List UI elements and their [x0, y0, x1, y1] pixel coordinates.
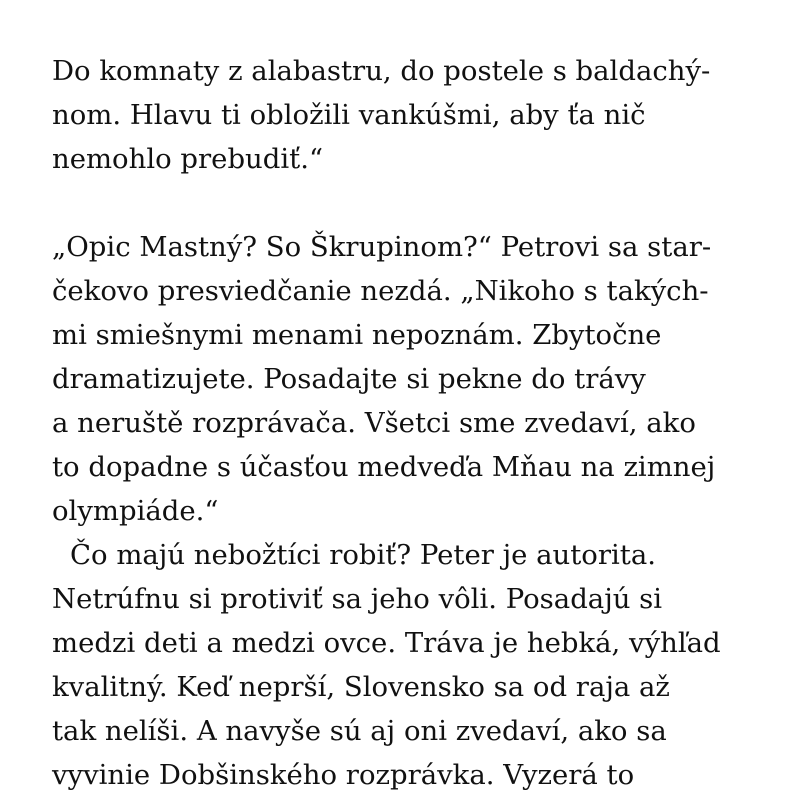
text-line: kvalitný. Keď neprší, Slovensko sa od raja až	[52, 671, 670, 703]
paragraph-spacer	[52, 181, 772, 225]
text-line: Do komnaty z alabastru, do postele s baldachý-	[52, 55, 711, 87]
text-line: to dopadne s účasťou medveďa Mňau na zimnej	[52, 451, 716, 483]
text-line: a neruště rozprávača. Všetci sme zvedaví, ako	[52, 407, 696, 439]
text-line: olympiáde.“	[52, 495, 219, 527]
text-line: nemohlo prebudiť.“	[52, 143, 324, 175]
text-line: Netrúfnu si protiviť sa jeho vôli. Posadajú si	[52, 583, 663, 615]
body-text	[52, 49, 772, 797]
text-line: medzi deti a medzi ovce. Tráva je hebká, výhľad	[52, 627, 721, 659]
text-line: dramatizujete. Posadajte si pekne do trávy	[52, 363, 646, 395]
text-line: čekovo presviedčanie nezdá. „Nikoho s takých-	[52, 275, 709, 307]
text-line: Čo majú nebožtíci robiť? Peter je autorita.	[70, 539, 656, 571]
text-line: nom. Hlavu ti obložili vankúšmi, aby ťa nič	[52, 99, 646, 131]
text-line: mi smiešnymi menami nepoznám. Zbytočne	[52, 319, 662, 351]
text-line: tak nelíši. A navyše sú aj oni zvedaví, ako sa	[52, 715, 667, 747]
text-line: „Opic Mastný? So Škrupinom?“ Petrovi sa star-	[52, 231, 712, 263]
text-line: vyvinie Dobšinského rozprávka. Vyzerá to	[52, 759, 635, 791]
